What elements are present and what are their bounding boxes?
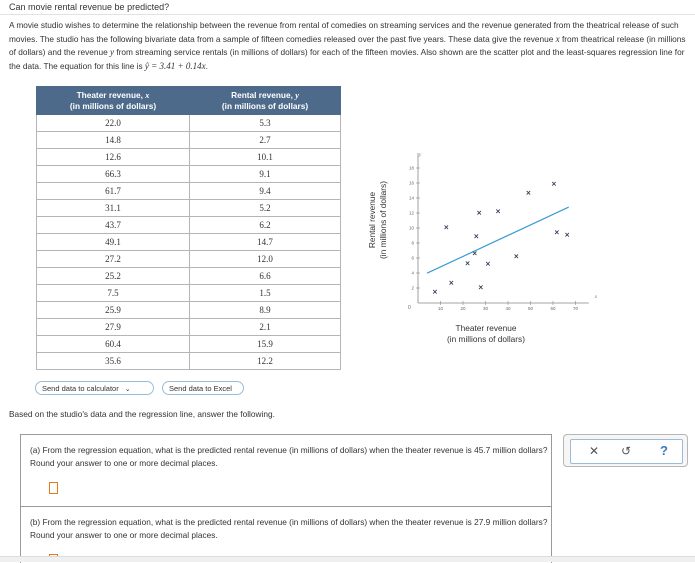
column-header-rental: Rental revenue, y (in millions of dollars) — [190, 87, 341, 115]
y-tick-label: 18 — [408, 165, 414, 171]
title-divider — [0, 14, 695, 15]
chevron-down-icon: ⌄ — [124, 386, 131, 393]
data-point: × — [550, 179, 557, 188]
y-axis-title: Rental revenue — [367, 191, 377, 249]
cell-theater-revenue: 7.5 — [37, 285, 190, 302]
table-row — [37, 336, 341, 353]
x-tick-label: 20 — [460, 306, 466, 311]
bottom-bar — [0, 556, 695, 562]
y-tick-label: 6 — [411, 255, 414, 261]
cell-theater-revenue: 35.6 — [37, 353, 190, 370]
x-tick-label: 70 — [572, 306, 579, 311]
table-row — [37, 149, 341, 166]
send-to-excel-button[interactable]: Send data to Excel — [162, 381, 244, 395]
tools-frame — [570, 439, 683, 464]
x-tick-label: 30 — [482, 306, 489, 311]
x-axis-symbol: x — [594, 295, 597, 300]
y-tick-label: 8 — [411, 240, 414, 246]
y-tick-label: 4 — [411, 270, 414, 276]
data-point: × — [525, 188, 532, 197]
undo-icon[interactable]: ↺ — [620, 444, 632, 458]
table-row — [37, 251, 341, 268]
problem-intro: A movie studio wishes to determine the relationship between the revenue from rental of comedies on streaming services and the revenue generated from the theatrical release of such movies. The studio has the following bivariate data from a sample of fifteen comedies released over the past five years. These data give the revenue x from theatrical release (in millions of dollars) and the revenue y from streaming service rentals (in millions of dollars) for each of the fifteen movies. Also shown are the scatter plot and the least-squares regression line for the data. The equation for this line is ŷ = 3.41 + 0.14x. — [9, 20, 686, 71]
data-point: × — [448, 278, 455, 287]
cell-theater-revenue: 60.4 — [37, 336, 190, 353]
y-tick-label: 12 — [408, 210, 414, 216]
table-row — [37, 319, 341, 336]
cell-rental-revenue: 9.4 — [190, 183, 341, 200]
table-row — [37, 166, 341, 183]
cell-rental-revenue: 8.9 — [190, 302, 341, 319]
answer-tools — [563, 434, 688, 467]
help-icon[interactable]: ? — [660, 443, 668, 458]
x-tick-label: 40 — [505, 306, 511, 311]
x-tick-label: 50 — [527, 306, 534, 311]
cell-theater-revenue: 66.3 — [37, 166, 190, 183]
answer-input-a[interactable] — [49, 482, 58, 494]
question-divider — [20, 506, 551, 507]
origin-label: 0 — [408, 305, 411, 311]
cell-rental-revenue: 5.3 — [190, 115, 341, 132]
table-row — [37, 285, 341, 302]
send-to-calculator-button[interactable]: Send data to calculator ⌄ — [35, 381, 154, 395]
table-row — [37, 132, 341, 149]
x-axis-title: Theater revenue — [455, 323, 517, 333]
data-point: × — [564, 230, 571, 239]
cell-theater-revenue: 61.7 — [37, 183, 190, 200]
question-a: (a) From the regression equation, what is the predicted rental revenue (in millions of dollars) when the theater revenue is 45.7 million dollars? Round your answer to one or more decimal places. — [30, 445, 548, 468]
cell-theater-revenue: 22.0 — [37, 115, 190, 132]
regression-equation: ŷ = 3.41 + 0.14x — [144, 60, 206, 71]
instructions: Based on the studio's data and the regression line, answer the following. — [9, 409, 275, 419]
data-point: × — [473, 232, 480, 241]
y-tick-label: 14 — [408, 195, 414, 201]
y-variable: y — [110, 47, 115, 57]
cell-rental-revenue: 14.7 — [190, 234, 341, 251]
cell-theater-revenue: 31.1 — [37, 200, 190, 217]
data-point: × — [443, 223, 450, 232]
column-header-theater: Theater revenue, x (in millions of dollars) — [37, 87, 190, 115]
y-axis-symbol: y — [419, 153, 422, 158]
regression-line — [427, 207, 569, 273]
table-row — [37, 234, 341, 251]
page-title: Can movie rental revenue be predicted? — [9, 2, 170, 12]
cell-theater-revenue: 25.9 — [37, 302, 190, 319]
data-point: × — [485, 260, 491, 269]
table-row — [37, 217, 341, 234]
cell-rental-revenue: 12.0 — [190, 251, 341, 268]
x-tick-label: 60 — [550, 306, 556, 311]
y-tick-label: 10 — [408, 225, 414, 231]
cell-rental-revenue: 6.6 — [190, 268, 341, 285]
data-table — [36, 86, 341, 370]
data-point: × — [464, 259, 471, 268]
cell-theater-revenue: 14.8 — [37, 132, 190, 149]
table-row — [37, 268, 341, 285]
data-point: × — [495, 207, 502, 216]
data-point: × — [553, 228, 560, 237]
x-variable: x — [555, 33, 560, 44]
cell-rental-revenue: 2.1 — [190, 319, 341, 336]
scatter-plot — [360, 135, 595, 345]
cell-rental-revenue: 1.5 — [190, 285, 341, 302]
cell-theater-revenue: 12.6 — [37, 149, 190, 166]
y-axis-title-units: (in millions of dollars) — [378, 181, 388, 259]
cell-rental-revenue: 10.1 — [190, 149, 341, 166]
cell-rental-revenue: 6.2 — [190, 217, 341, 234]
cell-rental-revenue: 12.2 — [190, 353, 341, 370]
clear-icon[interactable]: ✕ — [588, 444, 600, 458]
table-row — [37, 200, 341, 217]
table-row — [37, 302, 341, 319]
cell-theater-revenue: 27.2 — [37, 251, 190, 268]
data-point: × — [476, 209, 483, 218]
cell-rental-revenue: 2.7 — [190, 132, 341, 149]
cell-rental-revenue: 15.9 — [190, 336, 341, 353]
data-point: × — [477, 283, 484, 292]
table-row — [37, 183, 341, 200]
table-row — [37, 353, 341, 370]
cell-rental-revenue: 9.1 — [190, 166, 341, 183]
question-b: (b) From the regression equation, what is the predicted rental revenue (in millions of dollars) when the theater revenue is 27.9 million dollars? Round your answer to one or more decimal places. — [30, 517, 548, 540]
data-point: × — [431, 287, 438, 296]
y-tick-label: 2 — [411, 285, 414, 291]
table-row — [37, 115, 341, 132]
cell-theater-revenue: 43.7 — [37, 217, 190, 234]
x-axis-title-units: (in millions of dollars) — [447, 334, 525, 344]
cell-rental-revenue: 5.2 — [190, 200, 341, 217]
data-point: × — [471, 249, 478, 258]
cell-theater-revenue: 27.9 — [37, 319, 190, 336]
x-tick-label: 10 — [437, 306, 444, 311]
cell-theater-revenue: 49.1 — [37, 234, 190, 251]
data-point: × — [513, 252, 520, 261]
y-tick-label: 16 — [408, 180, 414, 186]
cell-theater-revenue: 25.2 — [37, 268, 190, 285]
